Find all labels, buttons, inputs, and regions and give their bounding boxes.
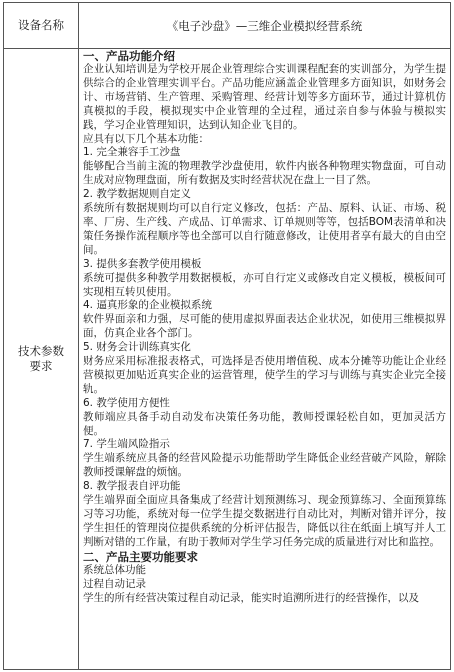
feature-desc: 学生端系统应具备的经营风险提示功能帮助学生降低企业经营破产风险，解除教师授课解盘的烦恼。: [83, 452, 446, 479]
feature-title: 8. 教学报表自评功能: [83, 480, 181, 493]
feature-desc: 财务应采用标准报表格式，可选择是否使用增值税、成本分摊等功能让企业经营模拟更加贴近真实企业的运营管理，使学生的学习与训练与真实企业完全接轨。: [83, 355, 446, 395]
feature-desc: 教师端应具备手动自动发布决策任务功能，教师授课轻松自如，更加灵活方便。: [83, 410, 446, 437]
feature-title: 4. 逼真形象的企业模拟系统: [83, 299, 212, 312]
features-intro: 应具有以下几个基本功能：: [83, 132, 209, 145]
feature-title: 1. 完全兼容手工沙盘: [83, 146, 181, 159]
feature-title: 7. 学生端风险指示: [83, 438, 170, 451]
subheading-auto-record: 过程自动记录: [83, 577, 146, 590]
section1-heading: 一、产品功能介绍: [83, 49, 175, 63]
subheading-overall: 系统总体功能: [83, 563, 146, 576]
device-title: 《电子沙盘》—三维企业模拟经营系统: [79, 3, 451, 49]
feature-desc: 学生端界面全面应具备集成了经营计划预测练习、现金预算练习、全面预算练习等习功能，系统对每一位学生提交数据进行自动比对，判断对错并评分，按学生担任的管理岗位提供系统的分析评估报告，降低以往在纸面上填写并人工判断对错的工作量，有助于教师对学生学习任务完成的质量进行对比和监控。: [83, 494, 446, 548]
feature-desc: 软件界面亲和力强，尽可能的使用虚拟界面表达企业状况，如使用三维模拟界面，仿真企业各个部门。: [83, 313, 446, 340]
feature-title: 6. 教学使用方便性: [83, 396, 170, 409]
tech-params-content: [79, 49, 451, 670]
feature-title: 3. 提供多套教学使用模板: [83, 257, 202, 270]
spec-table: [3, 2, 451, 670]
last-line: 学生的所有经营决策过程自动记录，能实时追溯所进行的经营操作，以及: [83, 591, 419, 604]
feature-title: 5. 财务会计训练真实化: [83, 341, 191, 354]
tech-params-label-line1: 技术参数: [18, 344, 64, 358]
device-name-label: 设备名称: [4, 3, 79, 49]
tech-params-label: [4, 49, 79, 670]
param-row: [4, 49, 451, 670]
intro-paragraph: 企业认知培训是为学校开展企业管理综合实训课程配套的实训部分，为学生提供综合的企业管理实训平台。产品功能应涵盖企业管理多方面知识，如财务会计、市场营销、生产管理、采购管理、经营计划等多方面环节，通过计算机仿真模拟的手段，模拟现实中企业管理的全过程，通过亲自参与体验与模拟实践，学习企业管理知识，达到认知企业飞目的。: [83, 63, 446, 131]
tech-params-label-line2: 要求: [29, 359, 53, 373]
feature-desc: 系统可提供多种教学用数据模板，亦可自行定义或修改自定义模板，模板间可实现相互转贝使用。: [83, 271, 446, 298]
header-row: [4, 3, 451, 49]
feature-title: 2. 教学数据规则自定义: [83, 188, 191, 201]
feature-desc: 能够配合当前主流的物理教学沙盘使用，软件内嵌各种物理实物盘面，可自动生成对应物理盘面，所有数据及实时经营状况在盘上一目了然。: [83, 160, 446, 187]
section2-heading: 二、产品主要功能要求: [83, 549, 198, 564]
feature-desc: 系统所有数据规则均可以自行定义修改，包括：产品、原料、认证、市场、税率、厂房、生产线、产成品、订单需求、订单规则等等，包括BOM表清单和决策任务操作流程顺序等也全部可以自行随意修改，让使用者享有最大的自由空间。: [83, 202, 446, 256]
